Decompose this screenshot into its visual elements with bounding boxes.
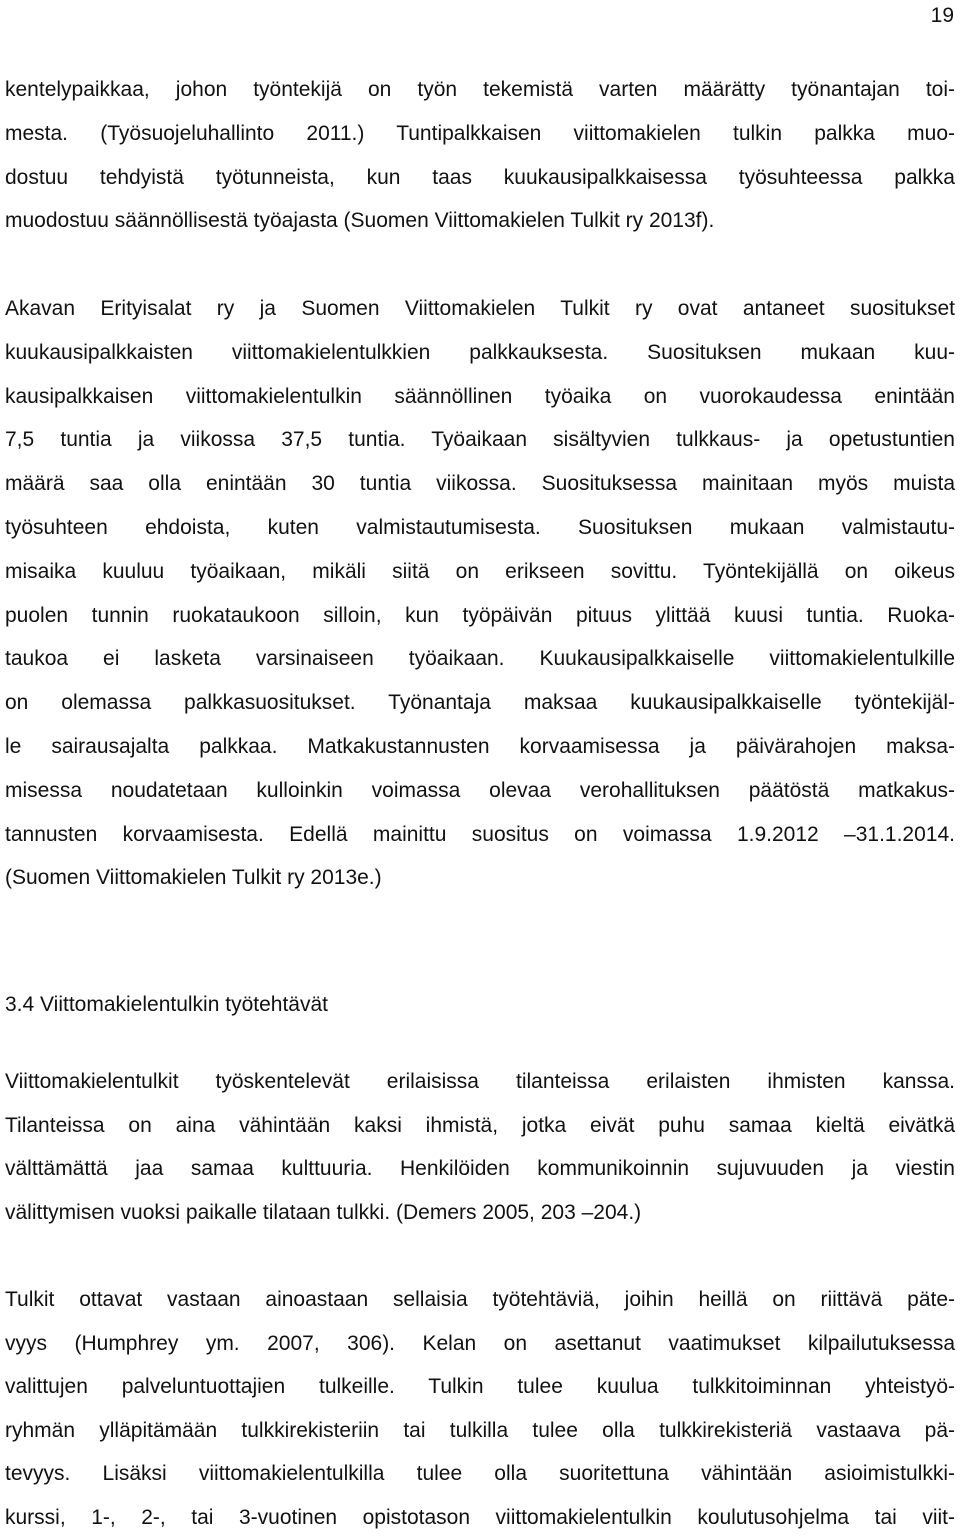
text-line: välttämättä jaa samaa kulttuuria. Henkilöiden kommunikoinnin sujuvuuden ja viestin bbox=[5, 1157, 955, 1181]
text-line: tevyys. Lisäksi viittomakielentulkilla tulee olla suoritettuna vähintään asioimistulkki- bbox=[5, 1462, 955, 1486]
text-line: misessa noudatetaan kulloinkin voimassa olevaa verohallituksen päätöstä matkakus- bbox=[5, 778, 955, 802]
text-line: määrä saa olla enintään 30 tuntia viikossa. Suosituksessa mainitaan myös muista bbox=[5, 472, 955, 496]
text-line: taukoa ei lasketa varsinaiseen työaikaan. Kuukausipalkkaiselle viittomakielentulkille bbox=[5, 647, 955, 671]
section-heading: 3.4 Viittomakielentulkin työtehtävät bbox=[5, 993, 328, 1016]
text-line: työsuhteen ehdoista, kuten valmistautumisesta. Suosituksen mukaan valmistautu- bbox=[5, 515, 955, 539]
text-line: on olemassa palkkasuositukset. Työnantaja maksaa kuukausipalkkaiselle työntekijäl- bbox=[5, 691, 955, 715]
text-line: mesta. (Työsuojeluhallinto 2011.) Tuntipalkkaisen viittomakielen tulkin palkka muo- bbox=[5, 121, 955, 145]
text-line: Tulkit ottavat vastaan ainoastaan sellaisia työtehtäviä, joihin heillä on riittävä päte- bbox=[5, 1288, 955, 1311]
text-line: misaika kuuluu työaikaan, mikäli siitä on erikseen sovittu. Työntekijällä on oikeus bbox=[5, 559, 955, 583]
text-line: Akavan Erityisalat ry ja Suomen Viittomakielen Tulkit ry ovat antaneet suositukset bbox=[5, 297, 955, 320]
text-line: dostuu tehdyistä työtunneista, kun taas kuukausipalkkaisessa työsuhteessa palkka bbox=[5, 165, 955, 189]
text-line: välittymisen vuoksi paikalle tilataan tulkki. (Demers 2005, 203 –204.) bbox=[5, 1200, 642, 1224]
text-line: 7,5 tuntia ja viikossa 37,5 tuntia. Työaikaan sisältyvien tulkkaus- ja opetustuntien bbox=[5, 428, 955, 452]
paragraph-1 bbox=[5, 68, 955, 243]
text-line: kurssi, 1-, 2-, tai 3-vuotinen opistotason viittomakielentulkin koulutusohjelma tai viit- bbox=[5, 1505, 955, 1529]
text-line: kentelypaikkaa, johon työntekijä on työn tekemistä varten määrätty työnantajan toi- bbox=[5, 78, 955, 101]
text-line: vyys (Humphrey ym. 2007, 306). Kelan on asettanut vaatimukset kilpailutuksessa bbox=[5, 1331, 955, 1355]
paragraph-2 bbox=[5, 287, 955, 900]
text-line: le sairausajalta palkkaa. Matkakustannusten korvaamisessa ja päivärahojen maksa- bbox=[5, 734, 955, 758]
text-line: Viittomakielentulkit työskentelevät erilaisissa tilanteissa erilaisten ihmisten kanssa. bbox=[5, 1070, 955, 1093]
text-line: Tilanteissa on aina vähintään kaksi ihmistä, jotka eivät puhu samaa kieltä eivätkä bbox=[5, 1113, 955, 1137]
paragraph-4 bbox=[5, 1278, 955, 1540]
text-line: ryhmän ylläpitämään tulkkirekisteriin tai tulkilla tulee olla tulkkirekisteriä vastaava pä- bbox=[5, 1418, 955, 1442]
page-number: 19 bbox=[930, 4, 954, 27]
text-line: kuukausipalkkaisten viittomakielentulkkien palkkauksesta. Suosituksen mukaan kuu- bbox=[5, 340, 955, 364]
text-line: kausipalkkaisen viittomakielentulkin säännöllinen työaika on vuorokaudessa enintään bbox=[5, 384, 955, 408]
text-line: (Suomen Viittomakielen Tulkit ry 2013e.) bbox=[5, 866, 382, 890]
text-line: muodostuu säännöllisestä työajasta (Suomen Viittomakielen Tulkit ry 2013f). bbox=[5, 209, 715, 233]
text-line: valittujen palveluntuottajien tulkeille. Tulkin tulee kuulua tulkkitoiminnan yhteistyö- bbox=[5, 1375, 955, 1399]
text-line: tannusten korvaamisesta. Edellä mainittu suositus on voimassa 1.9.2012 –31.1.2014. bbox=[5, 822, 955, 846]
text-line: puolen tunnin ruokataukoon silloin, kun työpäivän pituus ylittää kuusi tuntia. Ruoka- bbox=[5, 603, 955, 627]
paragraph-3 bbox=[5, 1060, 955, 1234]
